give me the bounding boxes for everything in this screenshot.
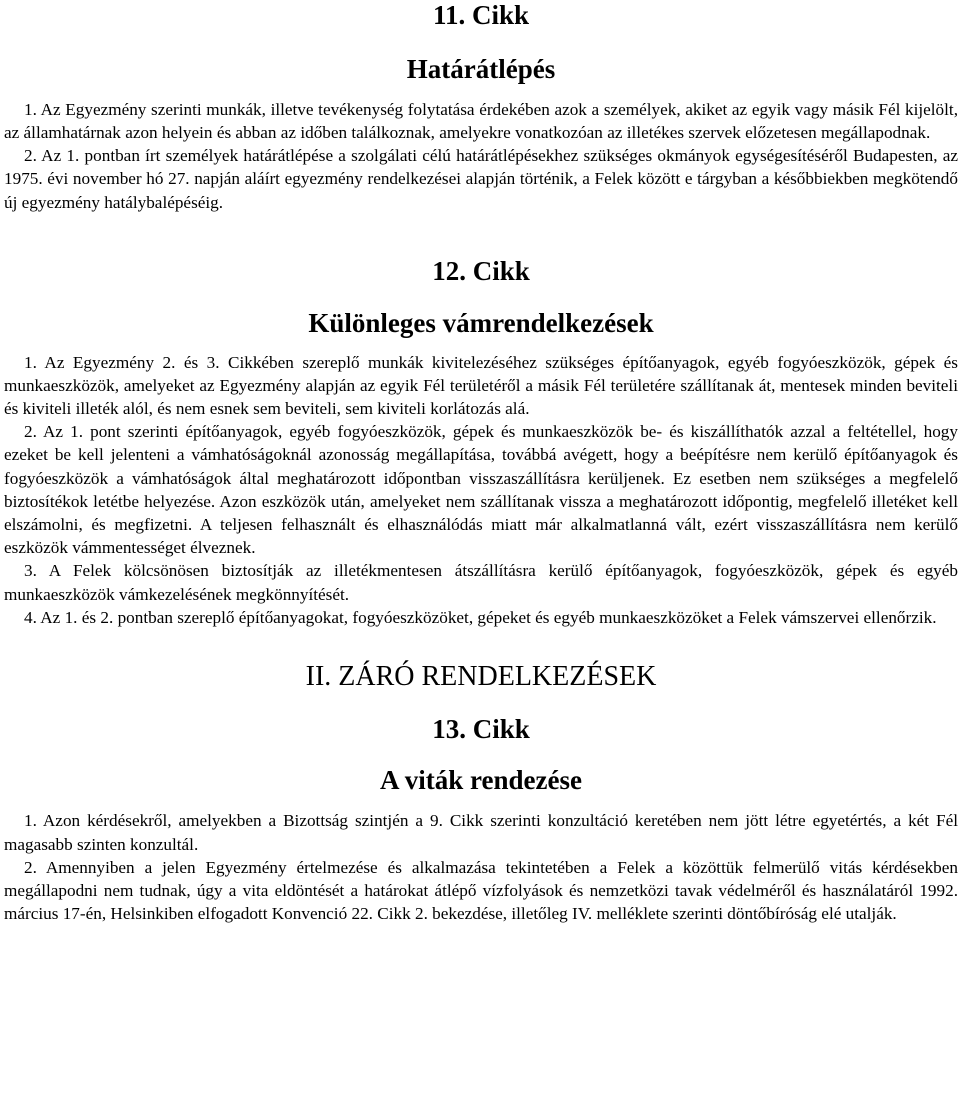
article-13-paragraph-1: 1. Azon kérdésekről, amelyekben a Bizottság szintjén a 9. Cikk szerinti konzultáció keretében nem jött létre egyetértés, a két Fél magasabb szinten konzultál.: [4, 811, 958, 854]
article-13-number: 13. Cikk: [432, 713, 530, 744]
article-11-number: 11. Cikk: [432, 0, 530, 30]
article-12-title: Különleges vámrendelkezések: [308, 308, 654, 339]
article-11-paragraph-1: 1. Az Egyezmény szerinti munkák, illetve tevékenység folytatása érdekében azok a személyek, akiket az egyik vagy másik Fél kijelölt, az államhatárnak azon helyein és abban az időben találkoznak, amelyekre vonatkozóan az illetékes szervek előzetesen megállapodnak.: [4, 99, 958, 142]
article-12-body: [4, 351, 958, 629]
article-13-title: A viták rendezése: [380, 765, 582, 795]
part-2-title: II. ZÁRÓ RENDELKEZÉSEK: [305, 661, 657, 693]
article-12-paragraph-1: 1. Az Egyezmény 2. és 3. Cikkében szereplő munkák kivitelezéséhez szükséges építőanyagok, egyéb fogyóeszközök, gépek és munkaeszközök, amelyeket az Egyezmény alapján az egyik Fél területéről a másik Fél területére szállítanak át, mentesek minden beviteli és kiviteli illeték alól, és nem esnek sem beviteli, sem kiviteli korlátozás alá.: [4, 352, 958, 418]
article-11-paragraph-2: 2. Az 1. pontban írt személyek határátlépése a szolgálati célú határátlépésekhez szükséges okmányok egységesítéséről Budapesten, az 1975. évi november hó 27. napján aláírt egyezmény rendelkezései alapján történik, a Felek között e tárgyban a későbbiekben megkötendő új egyezmény hatálybalépéséig.: [4, 146, 958, 212]
article-11-body: [4, 98, 958, 214]
article-12-paragraph-4: 4. Az 1. és 2. pontban szereplő építőanyagokat, fogyóeszközöket, gépeket és egyéb munkaeszközöket a Felek vámszervei ellenőrzik.: [24, 607, 937, 627]
article-13-body: [4, 809, 958, 925]
article-12-paragraph-2: 2. Az 1. pont szerinti építőanyagok, egyéb fogyóeszközök, gépek és munkaeszközök be- és kiszállíthatók azzal a feltétellel, hogy ezeket be kell jelenteni a vámhatóságoknál azonosság megállapítása, továbbá avégett, hogy a beépítésre nem kerülő építőanyagok és fogyóeszközök a vámhatóságok által meghatározott időpontban visszaszállításra kerüljenek. Ez esetben nem szükséges a megfelelő biztosítékok letétbe helyezése. Azon eszközök után, amelyeket nem szállítanak vissza a meghatározott időpontig, megfelelő illetéket kell elszámolni, és megfizetni. A teljesen felhasznált és elhasználódás miatt már alkalmatlanná vált, ezért visszaszállításra nem kerülő eszközök vámmentességet élveznek.: [4, 422, 958, 558]
article-12-paragraph-3: 3. A Felek kölcsönösen biztosítják az illetékmentesen átszállításra kerülő építőanyagok, fogyóeszközök, gépek és egyéb munkaeszközök vámkezelésének megkönnyítését.: [4, 561, 958, 604]
article-13-paragraph-2: 2. Amennyiben a jelen Egyezmény értelmezése és alkalmazása tekintetében a Felek a közöttük felmerülő vitás kérdésekben megállapodni nem tudnak, úgy a vita eldöntését a határokat átlépő vízfolyások és nemzetközi tavak védelméről és használatáról 1992. március 17-én, Helsinkiben elfogadott Konvenció 22. Cikk 2. bekezdése, illetőleg IV. melléklete szerinti döntőbíróság elé utalják.: [4, 857, 958, 924]
article-12-number: 12. Cikk: [432, 255, 530, 286]
article-11-title: Határátlépés: [406, 54, 556, 85]
